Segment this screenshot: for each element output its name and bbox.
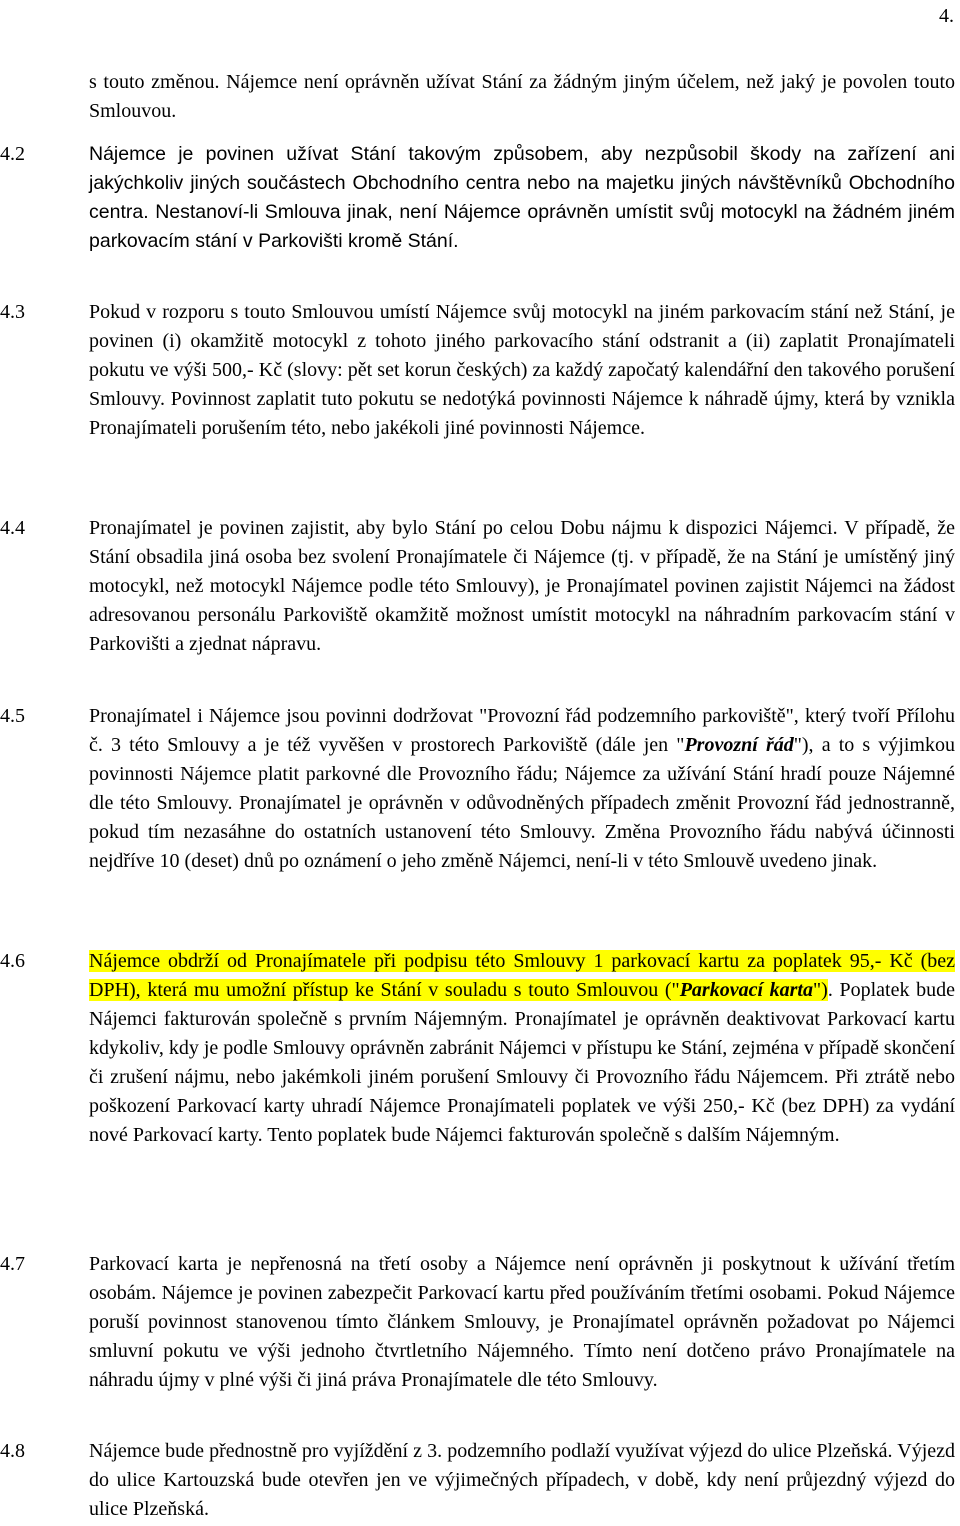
clause-number: 4.2 xyxy=(0,143,25,165)
clause-text: Parkovací karta je nepřenosná na třetí osoby a Nájemce není oprávněn ji poskytnout k užívání třetím osobám. Nájemce je povinen zabezpečit Parkovací kartu před používáním třetími osobami. Pokud Nájemce poruší povinnost stanovenou tímto článkem Smlouvy, je Pronajímatel oprávněn požadovat po Nájemci smluvní pokutu ve výši jednoho čtvrtletního Nájemného. Tímto není dotčeno právo Pronajímatele na náhradu újmy v plné výši či jiná práva Pronajímatele dle této Smlouvy. xyxy=(89,1253,955,1391)
defined-term-parkovaci-karta: Parkovací karta xyxy=(679,979,813,1001)
clause-number: 4.3 xyxy=(0,301,25,323)
clause-number: 4.6 xyxy=(0,950,25,972)
highlighted-text: Nájemce obdrží od Pronajímatele při podpisu této Smlouvy 1 parkovací kartu za poplatek 95,- Kč (bez DPH), která mu umožní přístup ke Stání v souladu s touto Smlouvou (" xyxy=(89,950,955,1001)
clause-number: 4.7 xyxy=(0,1253,25,1275)
clause-text: Nájemce bude přednostně pro vyjíždění z 3. podzemního podlaží využívat výjezd do ulice Plzeňská. Výjezd do ulice Kartouzská bude otevřen jen ve výjimečných případech, v době, kdy není průjezdný výjezd do ulice Plzeňská. xyxy=(89,1440,955,1520)
clause-text: Pokud v rozporu s touto Smlouvou umístí Nájemce svůj motocykl na jiném parkovacím stání než Stání, je povinen (i) okamžitě motocykl z tohoto jiného parkovacího stání odstranit a (ii) zaplatit Pronajímateli pokutu ve výši 500,- Kč (slovy: pět set korun českých) za každý započatý kalendářní den takového porušení Smlouvy. Povinnost zaplatit tuto pokutu se nedotýká povinnosti Nájemce k náhradě újmy, která by vznikla Pronajímateli porušením této, nebo jakékoli jiné povinnosti Nájemce. xyxy=(89,301,955,439)
intro-paragraph: s touto změnou. Nájemce není oprávněn užívat Stání za žádným jiným účelem, než jaký je povolen touto Smlouvou. xyxy=(89,71,955,122)
clause-number: 4.8 xyxy=(0,1440,25,1462)
clause-text xyxy=(89,947,955,1150)
clause-text xyxy=(89,702,955,876)
clause-text-part: . Poplatek bude Nájemci fakturován společně s prvním Nájemným. Pronajímatel je oprávněn deaktivovat Parkovací kartu kdykoliv, kdy je podle Smlouvy oprávněn zabránit Nájemci v přístupu ke Stání, zejména v případě skončení či zrušení nájmu, nebo jakémkoli jiném porušení Smlouvy či Provozního řádu Nájemcem. Při ztrátě nebo poškození Parkovací karty uhradí Nájemce Pronajímateli poplatek ve výši 250,- Kč (bez DPH) za vydání nové Parkovací karty. Tento poplatek bude Nájemci fakturován společně s dalším Nájemným. xyxy=(89,979,955,1146)
defined-term-provozni-rad: Provozní řád xyxy=(684,734,794,756)
highlighted-text: ") xyxy=(813,979,828,1001)
clause-text-part: "), a to s výjimkou povinnosti Nájemce platit parkovné dle Provozního řádu; Nájemce za užívání Stání hradí pouze Nájemné dle této Smlouvy. Pronajímatel je oprávněn v odůvodněných případech změnit Provozní řád jednostranně, pokud tím nezasáhne do ostatních ustanovení této Smlouvy. Změna Provozního řádu nabývá účinnosti nejdříve 10 (deset) dnů po oznámení o jeho změně Nájemci, není-li v této Smlouvě uvedeno jinak. xyxy=(89,734,955,872)
clause-number: 4.4 xyxy=(0,517,25,539)
clause-number: 4.5 xyxy=(0,705,25,727)
page-number: 4. xyxy=(939,5,954,27)
clause-text: Pronajímatel je povinen zajistit, aby bylo Stání po celou Dobu nájmu k dispozici Nájemci. V případě, že Stání obsadila jiná osoba bez svolení Pronajímatele či Nájemce (tj. v případě, že na Stání je umístěný jiný motocykl, než motocykl Nájemce podle této Smlouvy), je Pronajímatel povinen zajistit Nájemci na žádost adresovanou personálu Parkoviště okamžitě možnost umístit motocykl na náhradním parkovacím stání v Parkovišti a zjednat nápravu. xyxy=(89,517,955,655)
clause-text: Nájemce je povinen užívat Stání takovým způsobem, aby nezpůsobil škody na zařízení ani jakýchkoliv jiných součástech Obchodního centra nebo na majetku jiných návštěvníků Obchodního centra. Nestanoví-li Smlouva jinak, není Nájemce oprávněn umístit svůj motocykl na žádném jiném parkovacím stání v Parkovišti kromě Stání. xyxy=(89,143,955,252)
clause-text-part: Pronajímatel i Nájemce jsou povinni dodržovat "Provozní řád podzemního parkoviště", který tvoří Přílohu č. 3 této Smlouvy a je též vyvěšen v prostorech Parkoviště (dále jen " xyxy=(89,705,955,756)
